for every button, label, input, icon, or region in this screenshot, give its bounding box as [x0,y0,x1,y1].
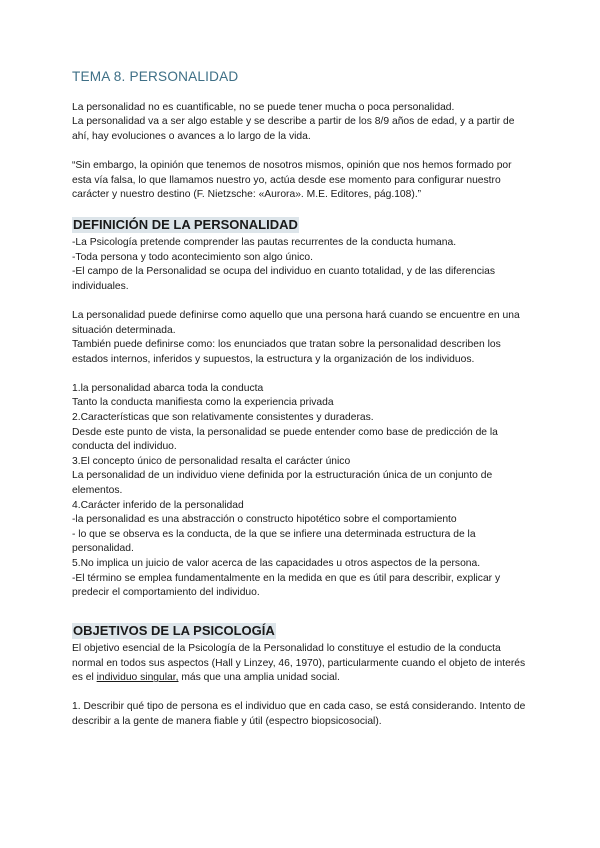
spacer [72,203,532,218]
objetivos-text: El objetivo esencial de la Psicología de la Personalidad lo constituye el estudio de la conducta normal en todos sus aspectos (Hall y Linzey, 46, 1970), particularmente cuando el objeto de interés es el [72,642,526,684]
definicion-point: 3.El concepto único de personalidad resalta el carácter único [72,455,351,467]
section-heading-wrapper [72,623,532,641]
definicion-bullet: -El campo de la Personalidad se ocupa del individuo en cuanto totalidad, y de las diferencias individuales. [72,266,496,292]
definicion-point: Tanto la conducta manifiesta como la experiencia privada [72,397,334,409]
spacer [72,144,532,159]
definicion-point: - lo que se observa es la conducta, de la que se infiere una determinada estructura de la personalidad. [72,528,476,555]
definicion-point: -El término se emplea fundamentalmente en la medida en que es útil para describir, explicar y predecir el comportamiento del individuo. [72,572,501,599]
spacer [72,601,532,616]
document-title: TEMA 8. PERSONALIDAD [72,69,239,84]
section-heading-definicion: DEFINICIÓN DE LA PERSONALIDAD [73,217,298,233]
underlined-term: individuo singular, [96,672,179,684]
spacer [72,367,532,382]
spacer [72,294,532,309]
definicion-bullet: -Toda persona y todo acontecimiento son algo único. [72,251,313,263]
objetivos-paragraph-1 [72,642,532,686]
definicion-bullet: -La Psicología pretende comprender las pautas recurrentes de la conducta humana. [72,236,457,248]
intro-paragraph-2: La personalidad va a ser algo estable y se describe a partir de los 8/9 años de edad, y a partir de ahí, hay evoluciones o avances a lo largo de la vida. [72,116,515,142]
section-heading-wrapper [72,217,532,235]
definicion-point: 5.No implica un juicio de valor acerca de las capacidades u otros aspectos de la persona. [72,558,481,569]
spacer [72,686,532,701]
definicion-point: 4.Carácter inferido de la personalidad [72,499,244,511]
definicion-point: 2.Características que son relativamente consistentes y duraderas. [72,412,374,424]
definicion-point: Desde este punto de vista, la personalidad se puede entender como base de predicción de la conducta del individuo. [72,426,498,453]
definicion-point: 1.la personalidad abarca toda la conducta [72,382,264,394]
spacer [72,615,532,623]
objetivos-text: más que una amplia unidad social. [178,672,340,684]
objetivos-paragraph-2: 1. Describir qué tipo de persona es el individuo que en cada caso, se está considerando. Intento de describir a la gente de manera fiable y útil (espectro biopsicosocial). [72,701,526,727]
section-heading-objetivos: OBJETIVOS DE LA PSICOLOGÍA [73,623,275,639]
nietzsche-quote: “Sin embargo, la opinión que tenemos de nosotros mismos, opinión que nos hemos formado por esta vía falsa, lo que llamamos nuestro yo, actúa desde ese momento para configurar nuestro carácter y nuestro destino (F. Nietzsche: «Aurora». M.E. Editores, pág.108).” [72,159,512,201]
definicion-paragraph-1: La personalidad puede definirse como aquello que una persona hará cuando se encuentre en una situación determinada. [72,309,520,336]
definicion-point: La personalidad de un individuo viene definida por la estructuración única de un conjunto de elementos. [72,470,493,497]
document-content [72,70,532,730]
definicion-point: -la personalidad es una abstracción o constructo hipotético sobre el comportamiento [72,514,457,526]
definicion-paragraph-2: También puede definirse como: los enunciados que tratan sobre la personalidad describen los estados internos, inferidos y supuestos, la estructura y la organización de los individuos. [72,339,501,365]
intro-paragraph-1: La personalidad no es cuantificable, no se puede tener mucha o poca personalidad. [72,101,455,113]
